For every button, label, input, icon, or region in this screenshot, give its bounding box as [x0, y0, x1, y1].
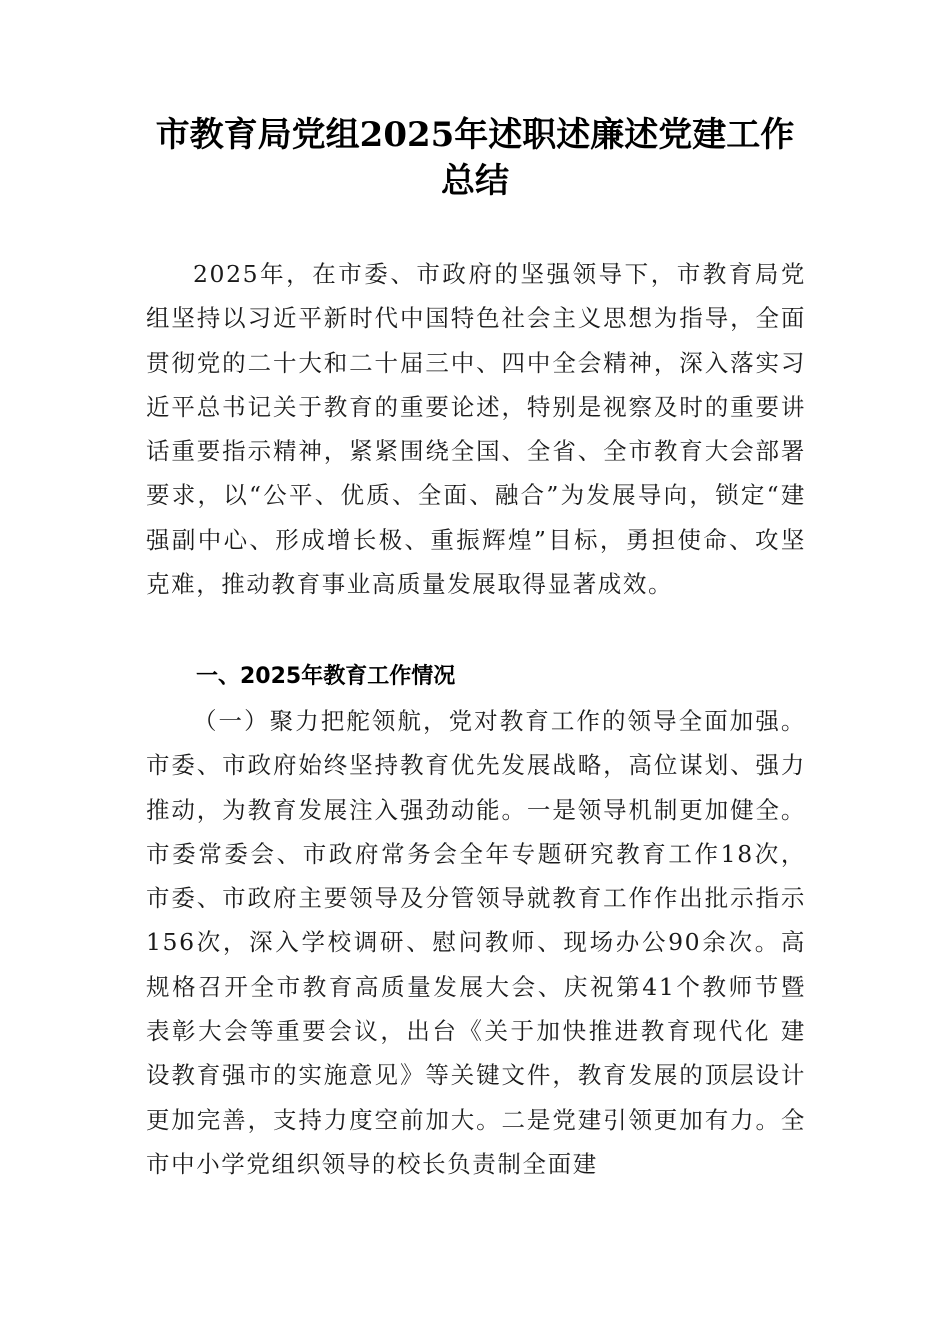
- intro-paragraph: 2025年，在市委、市政府的坚强领导下，市教育局党组坚持以习近平新时代中国特色社会主义思想为指导，全面贯彻党的二十大和二十届三中、四中全会精神，深入落实习近平总书记关于教育的重要论述，特别是视察及时的重要讲话重要指示精神，紧紧围绕全国、全省、全市教育大会部署要求，以“公平、优质、全面、融合”为发展导向，锁定“建强副中心、形成增长极、重振辉煌”目标，勇担使命、攻坚克难，推动教育事业高质量发展取得显著成效。: [146, 260, 806, 599]
- document-title: 市教育局党组2025年述职述廉述党建工作总结: [155, 115, 795, 201]
- section-paragraph: （一）聚力把舵领航，党对教育工作的领导全面加强。市委、市政府始终坚持教育优先发展战略，高位谋划、强力推动，为教育发展注入强劲动能。一是领导机制更加健全。市委常委会、市政府常务会全年专题研究教育工作18次，市委、市政府主要领导及分管领导就教育工作作出批示指示156次，深入学校调研、慰问教师、现场办公90余次。高规格召开全市教育高质量发展大会、庆祝第41个教师节暨表彰大会等重要会议，出台《关于加快推进教育现代化 建设教育强市的实施意见》等关键文件，教育发展的顶层设计更加完善，支持力度空前加大。二是党建引领更加有力。全市中小学党组织领导的校长负责制全面建: [146, 707, 806, 1178]
- section-heading: 一、2025年教育工作情况: [196, 664, 456, 689]
